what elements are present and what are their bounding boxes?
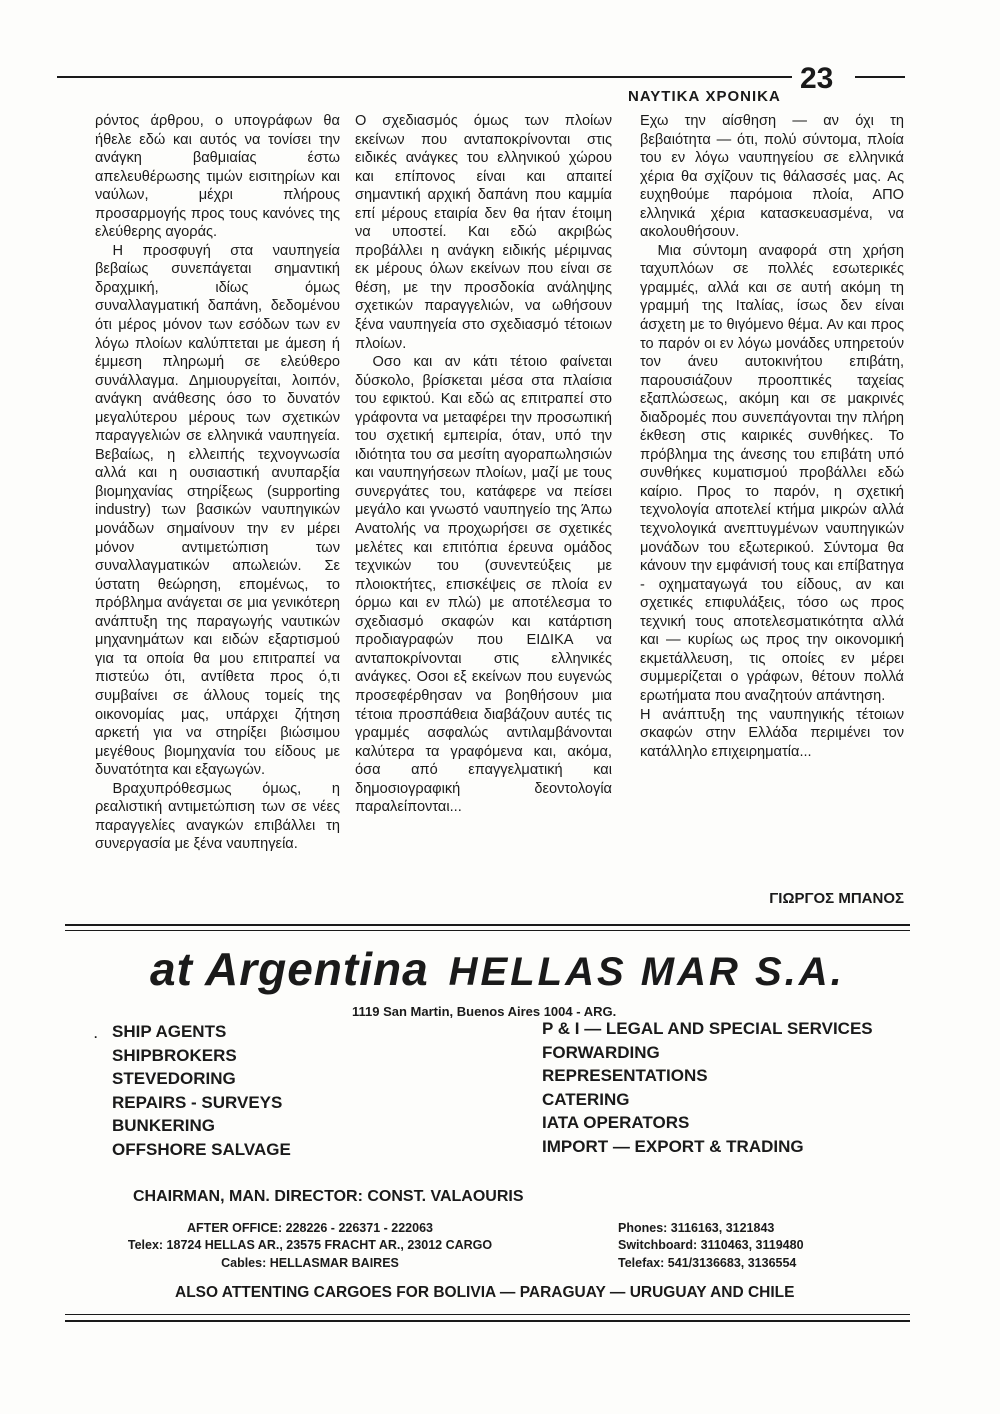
service-item: CATERING bbox=[542, 1089, 630, 1109]
paragraph: Μια σύντομη αναφορά στη χρήση ταχυπλόων σε πολλές εσωτερικές γραμμές, αλλά και σε αυτή ακόμη τη γραμμή της Ιταλίας, ίσως δεν είναι άσχετη με το θιγόμενο θέμα. Αν και προς το παρόν οι εν λόγω μονάδες υπηρετούν τον άνευ αυτοκινήτου επιβάτη, παρουσιάζουν προοπτικές ταχείας εξαπλώσεως, ακόμη και σε μακρινές διαδρομές που συνεπάγονται την πλήρη έκθεση στις καιρικές συνθήκες. Το πρόβλημα της άνεσης του επιβάτη υπό συνθήκες κυματισμού προβάλλει εδώ καίριο. Προς το παρόν, η σχετική τεχνολογία αποτελεί κτήμα μικρών αλλά τεχνολογικά ανεπτυγμένων ναυπηγικών μονάδων του εξωτερικού. Σύντομα θα κάνουν την εμφάνισή τους και επίβατηγα - οχηματαγωγά του είδους, αν και σχετικές επιφυλάξεις, τόσο ως προς τεχνική τους αποτελεσματικότητα αλλά και — κυρίως ως προς την οικονομική εκμετάλλευση, τις οποίες εν μέρει συμμερίζεται ο γράφων, θέτουν πολλά ερωτήματα που αναζητούν απάντηση. bbox=[640, 242, 904, 704]
service-item: REPRESENTATIONS bbox=[542, 1066, 708, 1085]
cables-line: Cables: HELLASMAR BAIRES bbox=[221, 1255, 399, 1270]
bullet-mark: · bbox=[94, 1030, 98, 1044]
paragraph: Οσο και αν κάτι τέτοιο φαίνεται δύσκολο, βρίσκεται μέσα στα πλαίσια του εφικτού. Και εδώ ας επιτραπεί στο γράφοντα να μεταφέρει την προσωπική του σχετική εμπειρία, όταν, υπό την ιδιότητα του σα μεσίτη αγοραπωλησιών και ναυπηγήσεων πλοίων, μαζί με τους συνεργάτες του, κατάφερε να πείσει μεγάλο και γνωστό ναυπηγείο της Άπω Ανατολής να προχωρήσει σε σχετικές μελέτες και επιτόπια έρευνα ομάδος τεχνικών του (συνεντεύξεις με πλοιοκτήτες, επισκέψεις σε πλοία εν όρμω και εν πλώ) με αποτέλεσμα το σχεδιασμό σκαφών και κατάρτιση προδιαγραφών που ΕΙΔΙΚΑ να ανταποκρίνονται στις ελληνικές ανάγκες. Οσοι εξ εκείνων που ευγενώς προσεφέρθησαν να βοηθήσουν μια τέτοια προσπάθεια διαβάζουν αυτές τις γραμμές ασφαλώς αντιλαμβάνονται καλύτερα τα γραφόμενα και, ακόμα, όσα από επαγγελματική και δημοσιογραφική δεοντολογία παραλείπονται... bbox=[355, 354, 612, 816]
paragraph: Εχω την αίσθηση — αν όχι τη βεβαιότητα — ότι, πολύ σύντομα, πλοία του εν λόγω ναυπηγείου σε ελληνικά χέρια θα σχίζουν τις θάλασσές μας. Ας ευχηθούμε παρόμοια πλοία, ΑΠΟ ελληνικά χέρια κατασκευασμένα, να ακολουθήσουν. bbox=[640, 113, 904, 241]
contact-block-right bbox=[618, 1220, 804, 1272]
service-item: IMPORT — EXPORT & TRADING bbox=[542, 1136, 804, 1156]
services-list-left bbox=[112, 1020, 291, 1161]
author-byline: ΓΙΩΡΓΟΣ ΜΠΑΝΟΣ bbox=[769, 890, 904, 907]
header-rule-right bbox=[855, 76, 905, 78]
after-office-line: AFTER OFFICE: 228226 - 226371 - 222063 bbox=[187, 1221, 433, 1235]
service-item: IATA OPERATORS bbox=[542, 1113, 690, 1132]
paragraph: Η προσφυγή στα ναυπηγεία βεβαίως συνεπάγεται σημαντική δραχμική, ιδίως όμως συναλλαγματική δαπάνη, δεδομένου ότι μέρος μόνον των εσόδων των εν λόγω πλοίων καλύπτεται με άμεση ή έμμεση πληρωμή σε ελεύθερο συνάλλαγμα. Δημιουργείται, λοιπόν, ανάγκη ανάθεσης όσο το δυνατόν μεγαλύτερου μέρους των σχετικών παραγγελιών σε ελληνικά ναυπηγεία. Βεβαίως, η ελλειπής τεχνογνωσία αλλά και η ουσιαστική ανυπαρξία βιομηχανίας στηρίξεως (supporting industry) των βασικών ναυπηγικών μονάδων σημαίνουν την εν μέρει μόνον αντιμετώπιση των συναλλαγματικών απωλειών. Σε ύστατη θεώρηση, επομένως, το πρόβλημα ανάγεται σε μια γενικότερη ανάπτυξη της παραγωγής ναυτικών μηχανημάτων και ειδών εξαρτισμού για τα οποία θα μου επιτραπεί να πιστεύω ότι, αντίθετα προς ό,τι συμβαίνει σε άλλους τομείς της οικονομίας μας, υπάρχει ζήτηση αρκετή για να στηρίξει βιώσιμου μεγέθους βιομηχανία του είδους με δυνατότητα και εξαγωγών. bbox=[95, 242, 340, 779]
also-attending-line: ALSO ATTENTING CARGOES FOR BOLIVIA — PARAGUAY — URUGUAY AND CHILE bbox=[175, 1284, 795, 1301]
article-column-3 bbox=[640, 112, 904, 761]
service-item: P & I — LEGAL AND SPECIAL SERVICES bbox=[542, 1019, 873, 1038]
switchboard-line: Switchboard: 3110463, 3119480 bbox=[618, 1238, 804, 1253]
services-list-right bbox=[542, 1017, 873, 1158]
ad-rule-top-2 bbox=[65, 930, 910, 931]
telex-line: Telex: 18724 HELLAS AR., 23575 FRACHT AR., 23012 CARGO bbox=[127, 1238, 493, 1253]
article-column-2 bbox=[355, 112, 612, 817]
service-item: BUNKERING bbox=[112, 1116, 215, 1135]
service-item: STEVEDORING bbox=[112, 1069, 236, 1088]
service-item: OFFSHORE SALVAGE bbox=[112, 1139, 291, 1159]
service-item: SHIPBROKERS bbox=[112, 1045, 237, 1065]
contact-block-left bbox=[85, 1220, 535, 1272]
ad-company-name: HELLAS MAR S.A. bbox=[448, 950, 845, 994]
ad-rule-bottom-2 bbox=[65, 1320, 910, 1322]
ad-address: 1119 San Martin, Buenos Aires 1004 - ARG. bbox=[352, 1004, 617, 1019]
publication-title: ΝΑΥΤΙΚΑ ΧΡΟΝΙΚΑ bbox=[628, 88, 781, 105]
ad-rule-top-1 bbox=[65, 924, 910, 926]
service-item: FORWARDING bbox=[542, 1042, 660, 1062]
paragraph: Ο σχεδιασμός όμως των πλοίων εκείνων που ανταποκρίνονται στις ειδικές ανάγκες του ελληνικού χώρου και επίπονος είναι και απαιτεί σημαντική αρχική δαπάνη που καμμία επί μέρους εταιρία δεν θα ήταν έτοιμη να υποστεί. Και εδώ ακριβώς προβάλλει η ανάγκη ειδικής μέριμνας εκ μέρους όλων εκείνων που είναι σε θέση, με την προσδοκία ανάληψης σχετικών παραγγελιών, να ωθήσουν ξένα ναυπηγεία στο σχεδιασμό τέτοιων πλοίων. bbox=[355, 113, 612, 352]
phones-line: Phones: 3116163, 3121843 bbox=[618, 1221, 775, 1235]
ad-rule-bottom-1 bbox=[65, 1314, 910, 1315]
paragraph: ρόντος άρθρου, ο υπογράφων θα ήθελε εδώ και αυτός να τονίσει την ανάγκη βαθμιαίας έστω απελευθέρωσης τιμών εισιτηρίων και ναύλων, μέχρι πλήρους προσαρμογής προς τους κανόνες της ελεύθερης αγοράς. bbox=[95, 113, 340, 241]
service-item: SHIP AGENTS bbox=[112, 1022, 227, 1041]
chairman-line: CHAIRMAN, MAN. DIRECTOR: CONST. VALAOURIS bbox=[133, 1188, 524, 1205]
paragraph: Η ανάπτυξη της ναυπηγικής τέτοιων σκαφών στην Ελλάδα περιμένει τον κατάλληλο επιχειρηματία... bbox=[640, 706, 904, 760]
ad-location: at Argentina bbox=[150, 943, 429, 995]
service-item: REPAIRS - SURVEYS bbox=[112, 1092, 283, 1112]
article-column-1 bbox=[95, 112, 340, 854]
ad-headline bbox=[150, 942, 845, 996]
page-number: 23 bbox=[800, 62, 834, 95]
header-rule-left bbox=[57, 76, 792, 78]
telefax-line: Telefax: 541/3136683, 3136554 bbox=[618, 1255, 797, 1270]
paragraph: Βραχυπρόθεσμως όμως, η ρεαλιστική αντιμετώπιση των σε νέες παραγγελίες αναγκών επιβάλλει τη συνεργασία με ξένα ναυπηγεία. bbox=[95, 780, 340, 853]
